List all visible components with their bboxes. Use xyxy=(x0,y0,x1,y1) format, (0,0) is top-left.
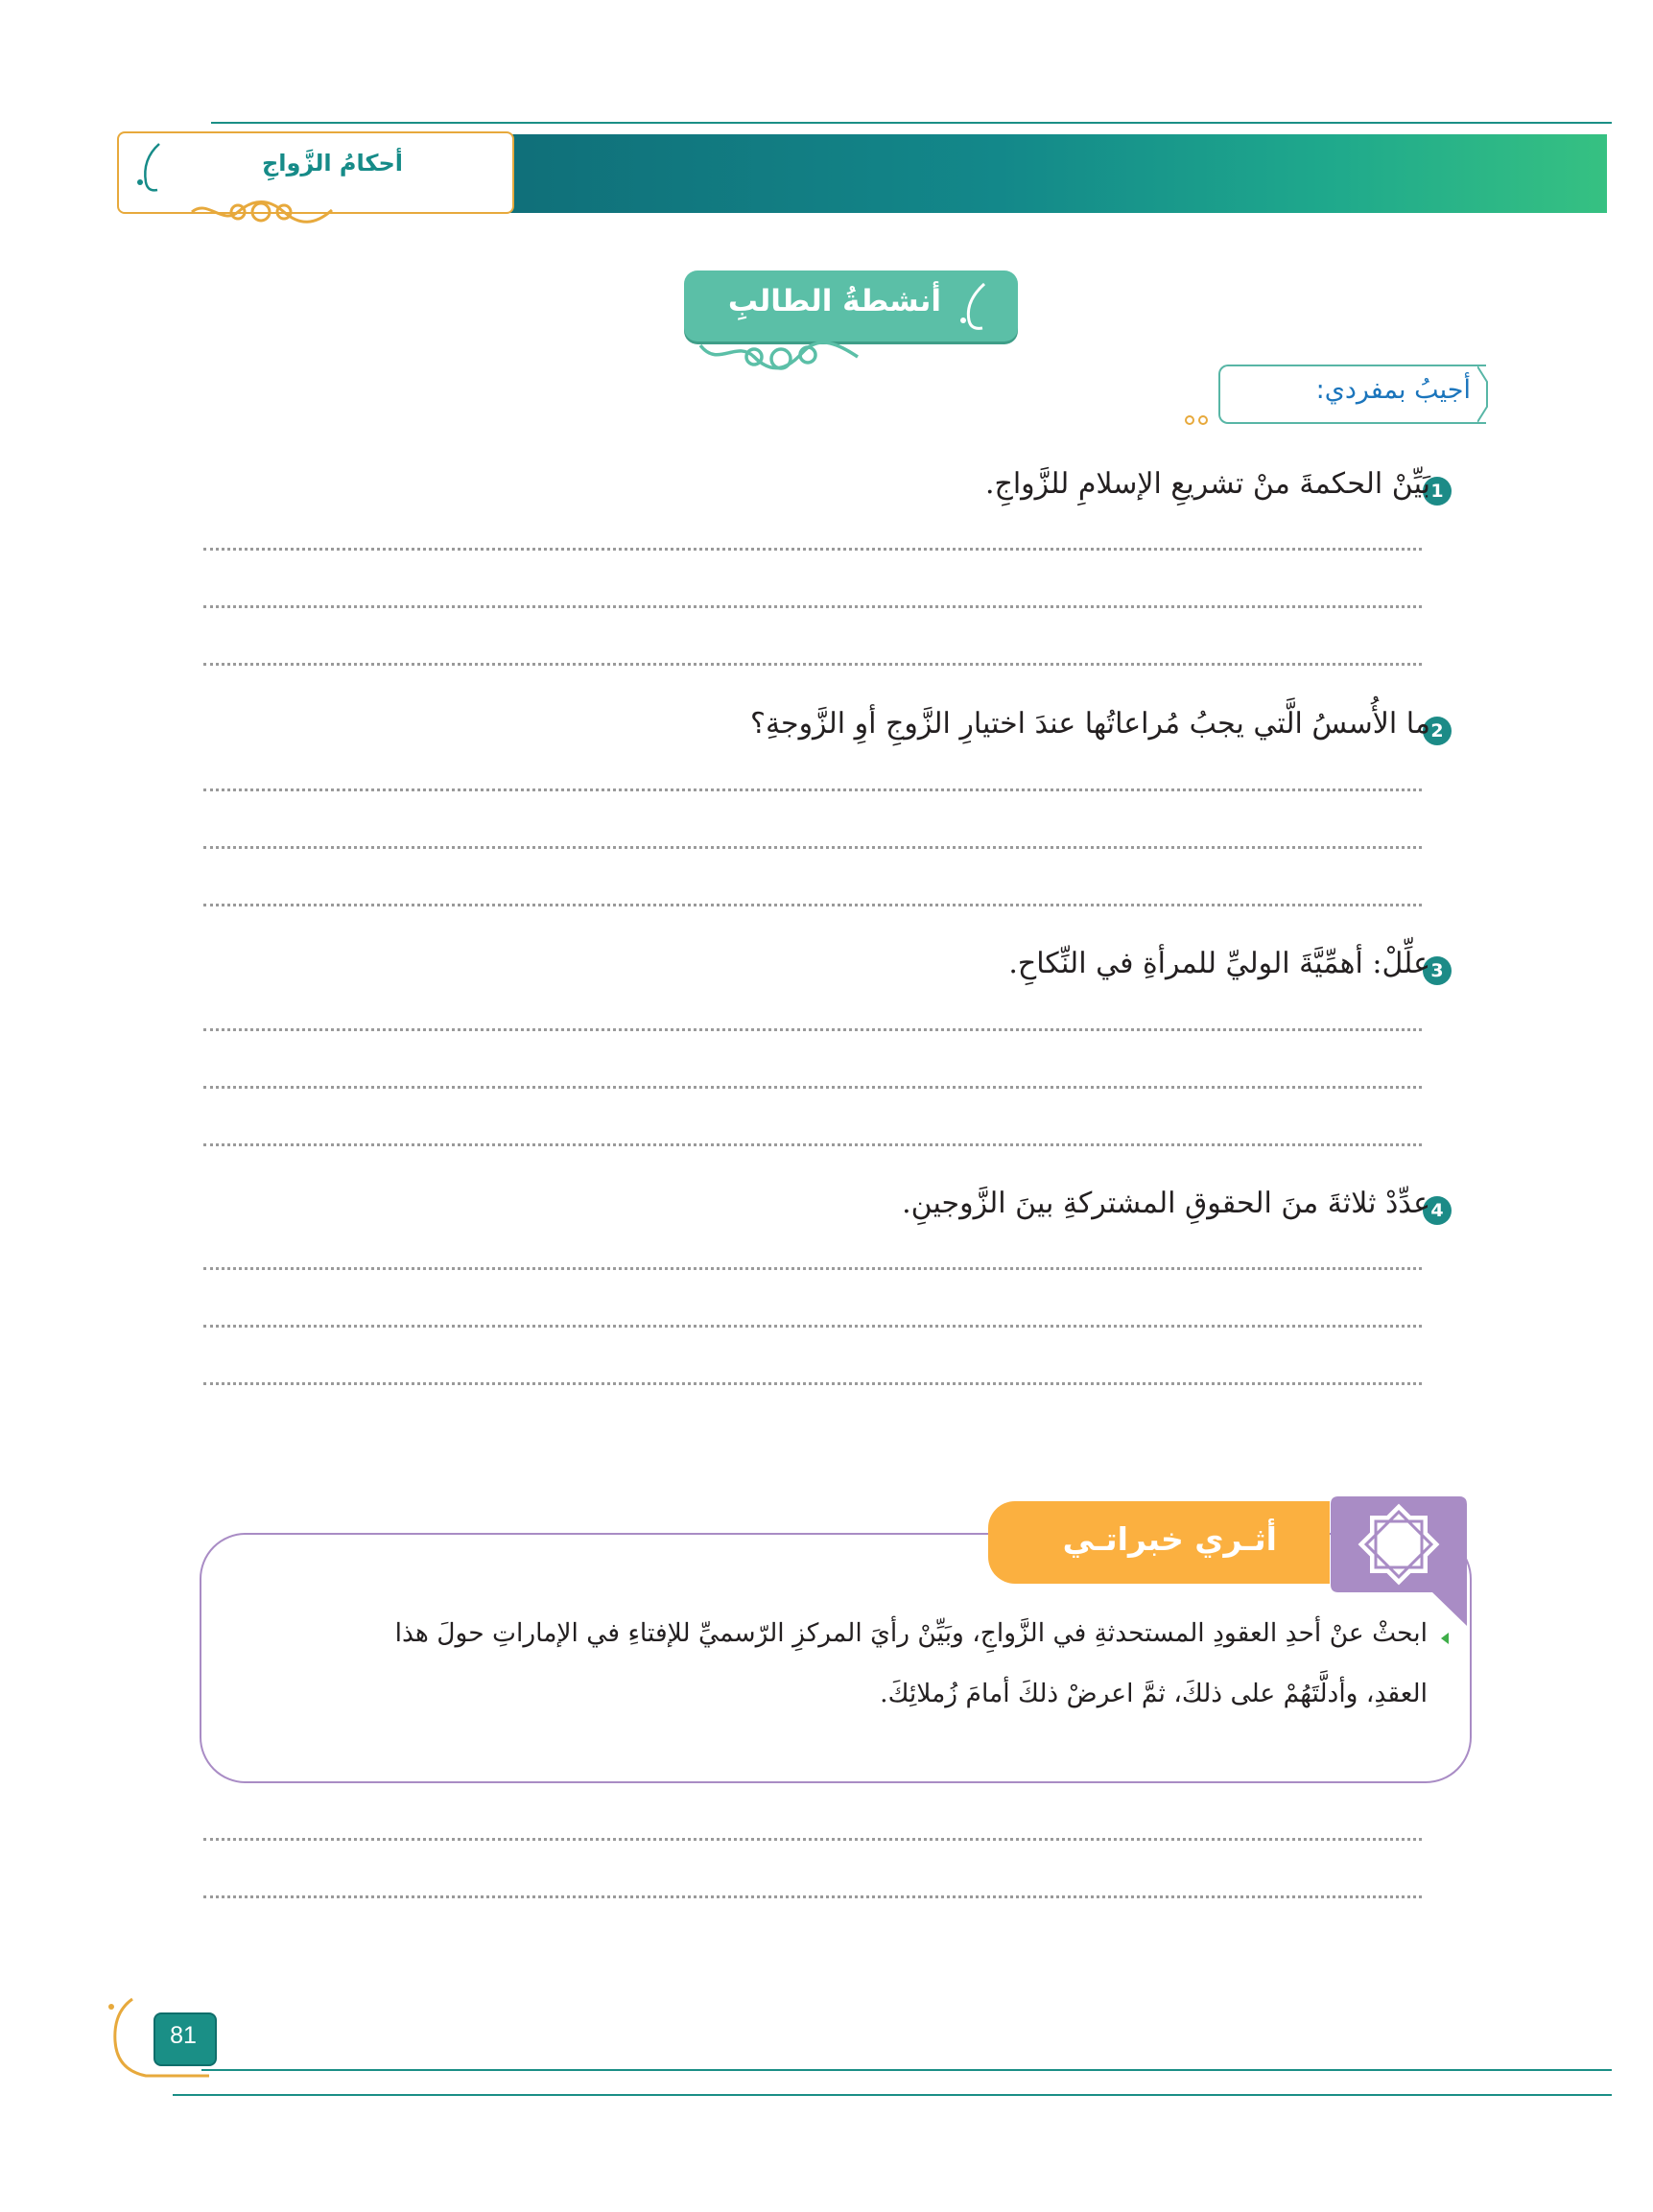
star-badge-icon xyxy=(1327,1487,1471,1626)
tab-end-icon xyxy=(1477,365,1491,424)
answer-line[interactable] xyxy=(203,1267,1422,1270)
chapter-title: أحكامُ الزَّواجِ xyxy=(261,150,403,176)
answer-line[interactable] xyxy=(203,1325,1422,1328)
question-text: علِّلْ: أهمِّيَّةَ الوليِّ للمرأةِ في النِّكاحِ. xyxy=(1008,947,1430,980)
answer-line[interactable] xyxy=(203,663,1422,666)
ornament-flourish-icon xyxy=(188,197,342,227)
answer-individually-label: أجيبُ بمفردي: xyxy=(1315,375,1471,405)
footer-line xyxy=(173,2094,1612,2096)
answer-line[interactable] xyxy=(203,1086,1422,1089)
answer-line[interactable] xyxy=(203,1143,1422,1146)
enrich-text-line: ابحثْ عنْ أحدِ العقودِ المستحدثةِ في الزَّواجِ، وبَيِّنْ رأيَ المركزِ الرّسميِّ للإفتاءِ في الإماراتِ حولَ هذا xyxy=(394,1618,1428,1648)
question-number-badge: 3 xyxy=(1423,956,1452,985)
question-number-badge: 1 xyxy=(1423,477,1452,506)
answer-line[interactable] xyxy=(203,548,1422,551)
answer-line[interactable] xyxy=(203,846,1422,849)
frame-hook-icon xyxy=(134,140,165,196)
answer-line[interactable] xyxy=(203,904,1422,906)
question-text: بَيِّنْ الحكمةَ منْ تشريعِ الإسلامِ للزَّواجِ. xyxy=(984,467,1430,501)
answer-line[interactable] xyxy=(203,1028,1422,1031)
question-number-badge: 2 xyxy=(1423,717,1452,745)
answer-line[interactable] xyxy=(203,1838,1422,1841)
header-band xyxy=(504,134,1607,213)
page-number: 81 xyxy=(170,2022,197,2049)
bullet-arrow-icon xyxy=(1437,1631,1452,1646)
enrich-title: أثـري خبراتـي xyxy=(1062,1520,1277,1558)
question-number-badge: 4 xyxy=(1423,1196,1452,1225)
answer-line[interactable] xyxy=(203,788,1422,791)
answer-line[interactable] xyxy=(203,1382,1422,1385)
ornament-flourish-icon xyxy=(695,336,867,372)
enrich-text-line: العقدِ، وأدلَّتَهُمْ على ذلكَ، ثمَّ اعرضْ ذلكَ أمامَ زُملائِكَ. xyxy=(880,1679,1428,1708)
frame-hook-icon xyxy=(956,280,992,334)
dots-icon xyxy=(1183,414,1212,426)
activities-title: أنشطةُ الطالبِ xyxy=(727,284,941,318)
question-text: ما الأُسسُ الَّتي يجبُ مُراعاتُها عندَ اختيارِ الزَّوجِ أوِ الزَّوجةِ؟ xyxy=(750,707,1430,741)
header-top-line xyxy=(211,122,1612,124)
answer-line[interactable] xyxy=(203,605,1422,608)
question-text: عدِّدْ ثلاثةَ منَ الحقوقِ المشتركةِ بينَ الزَّوجينِ. xyxy=(902,1187,1430,1220)
answer-line[interactable] xyxy=(203,1895,1422,1898)
footer-line xyxy=(201,2069,1612,2071)
